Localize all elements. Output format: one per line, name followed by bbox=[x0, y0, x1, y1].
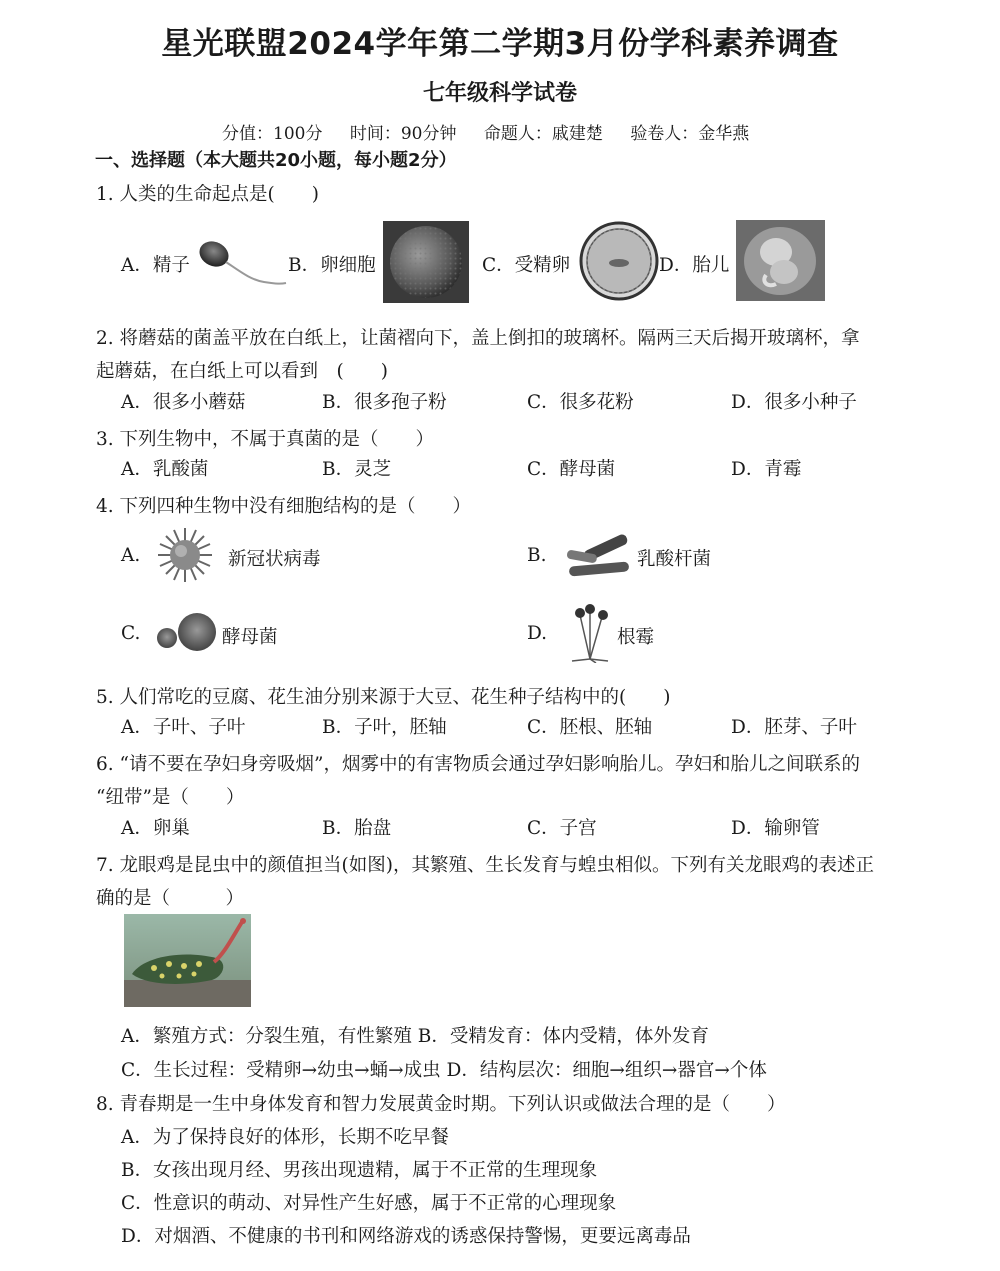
q5-option-b: B．子叶，胚轴 bbox=[322, 717, 447, 738]
question-number: 6. bbox=[96, 754, 114, 775]
question-number: 7. bbox=[96, 855, 114, 876]
question-1 bbox=[96, 180, 319, 206]
q4-option-a-letter: A. bbox=[121, 545, 141, 566]
question-stem: 下列四种生物中没有细胞结构的是（ ） bbox=[119, 496, 472, 517]
question-stem: 下列生物中，不属于真菌的是（ ） bbox=[119, 429, 435, 450]
q2-option-c: C．很多花粉 bbox=[527, 392, 634, 413]
q4-option-b-text: 乳酸杆菌 bbox=[637, 549, 712, 570]
q2-option-b: B．很多孢子粉 bbox=[322, 392, 447, 413]
score-info: 分值：100分 bbox=[222, 124, 323, 144]
sperm-image bbox=[196, 234, 288, 290]
q2-option-d: D．很多小种子 bbox=[731, 392, 857, 413]
question-6 bbox=[96, 750, 860, 776]
fetus-image bbox=[736, 220, 825, 301]
question-3 bbox=[96, 425, 434, 451]
author-info: 命题人：戚建楚 bbox=[483, 124, 603, 144]
q7-option-cd: C．生长过程：受精卵→幼虫→蛹→成虫 D．结构层次：细胞→组织→器官→个体 bbox=[121, 1060, 767, 1081]
q5-option-c: C．胚根、胚轴 bbox=[527, 717, 653, 738]
reviewer-info: 验卷人：金华燕 bbox=[630, 124, 750, 144]
q3-option-d: D．青霉 bbox=[731, 459, 802, 480]
fertilized-egg-image bbox=[579, 221, 659, 301]
question-number: 1. bbox=[96, 184, 114, 205]
rhizopus-image bbox=[566, 603, 614, 663]
q8-option-a: A．为了保持良好的体形，长期不吃早餐 bbox=[121, 1127, 449, 1148]
question-8 bbox=[96, 1090, 786, 1116]
question-7 bbox=[96, 851, 874, 877]
question-stem-line: “纽带”是（ ） bbox=[96, 787, 245, 808]
question-4 bbox=[96, 492, 471, 518]
question-stem: “请不要在孕妇身旁吸烟”，烟雾中的有害物质会通过孕妇影响胎儿。孕妇和胎儿之间联系的 bbox=[119, 754, 860, 775]
yeast-image bbox=[153, 612, 219, 652]
question-number: 4. bbox=[96, 496, 114, 517]
egg-cell-image bbox=[383, 221, 469, 303]
question-stem: 青春期是一生中身体发育和智力发展黄金时期。下列认识或做法合理的是（ ） bbox=[119, 1094, 786, 1115]
question-stem: 人类的生命起点是( ) bbox=[119, 184, 319, 205]
q1-option-a: A．精子 bbox=[121, 255, 190, 276]
q4-option-c-letter: C. bbox=[121, 623, 141, 644]
q6-option-b: B．胎盘 bbox=[322, 818, 392, 839]
question-number: 2. bbox=[96, 328, 114, 349]
lanternfly-image bbox=[124, 914, 251, 1007]
question-5 bbox=[96, 683, 671, 709]
q5-option-d: D．胚芽、子叶 bbox=[731, 717, 857, 738]
time-info: 时间：90分钟 bbox=[349, 124, 457, 144]
q6-option-c: C．子宫 bbox=[527, 818, 597, 839]
question-number: 8. bbox=[96, 1094, 114, 1115]
q2-option-a: A．很多小蘑菇 bbox=[121, 392, 246, 413]
q3-option-b: B．灵芝 bbox=[322, 459, 392, 480]
question-2 bbox=[96, 324, 860, 350]
q5-option-a: A．子叶、子叶 bbox=[121, 717, 246, 738]
q3-option-c: C．酵母菌 bbox=[527, 459, 616, 480]
q6-option-a: A．卵巢 bbox=[121, 818, 190, 839]
q4-option-d-text: 根霉 bbox=[617, 627, 655, 648]
question-stem: 将蘑菇的菌盖平放在白纸上，让菌褶向下，盖上倒扣的玻璃杯。隔两三天后揭开玻璃杯，拿 bbox=[119, 328, 860, 349]
lactobacillus-image bbox=[565, 530, 633, 578]
q1-option-c: C．受精卵 bbox=[482, 255, 571, 276]
exam-meta bbox=[222, 119, 771, 144]
question-stem-line: 确的是（ ） bbox=[96, 888, 245, 909]
q1-option-d: D．胎儿 bbox=[659, 255, 730, 276]
section-heading: 一、选择题（本大题共20小题，每小题2分） bbox=[95, 150, 457, 171]
q8-option-d: D．对烟酒、不健康的书刊和网络游戏的诱惑保持警惕，更要远离毒品 bbox=[121, 1226, 691, 1247]
q4-option-b-letter: B. bbox=[527, 545, 547, 566]
exam-title: 星光联盟2024学年第二学期3月份学科素养调查 bbox=[161, 26, 839, 62]
question-stem: 人们常吃的豆腐、花生油分别来源于大豆、花生种子结构中的( ) bbox=[119, 687, 671, 708]
coronavirus-image bbox=[156, 526, 214, 584]
q4-option-d-letter: D. bbox=[527, 623, 548, 644]
q4-option-c-text: 酵母菌 bbox=[222, 627, 278, 648]
q7-option-ab: A．繁殖方式：分裂生殖，有性繁殖 B．受精发育：体内受精，体外发育 bbox=[121, 1026, 709, 1047]
exam-subtitle: 七年级科学试卷 bbox=[422, 81, 577, 106]
q4-option-a-text: 新冠状病毒 bbox=[228, 549, 321, 570]
q8-option-b: B．女孩出现月经、男孩出现遗精，属于不正常的生理现象 bbox=[121, 1160, 598, 1181]
question-stem: 龙眼鸡是昆虫中的颜值担当(如图)，其繁殖、生长发育与蝗虫相似。下列有关龙眼鸡的表述正 bbox=[119, 855, 874, 876]
q1-option-b: B．卵细胞 bbox=[288, 255, 376, 276]
question-stem-line: 起蘑菇，在白纸上可以看到 ( ) bbox=[96, 361, 388, 382]
q3-option-a: A．乳酸菌 bbox=[121, 459, 209, 480]
q6-option-d: D．输卵管 bbox=[731, 818, 820, 839]
question-number: 3. bbox=[96, 429, 114, 450]
q8-option-c: C．性意识的萌动、对异性产生好感，属于不正常的心理现象 bbox=[121, 1193, 617, 1214]
question-number: 5. bbox=[96, 687, 114, 708]
